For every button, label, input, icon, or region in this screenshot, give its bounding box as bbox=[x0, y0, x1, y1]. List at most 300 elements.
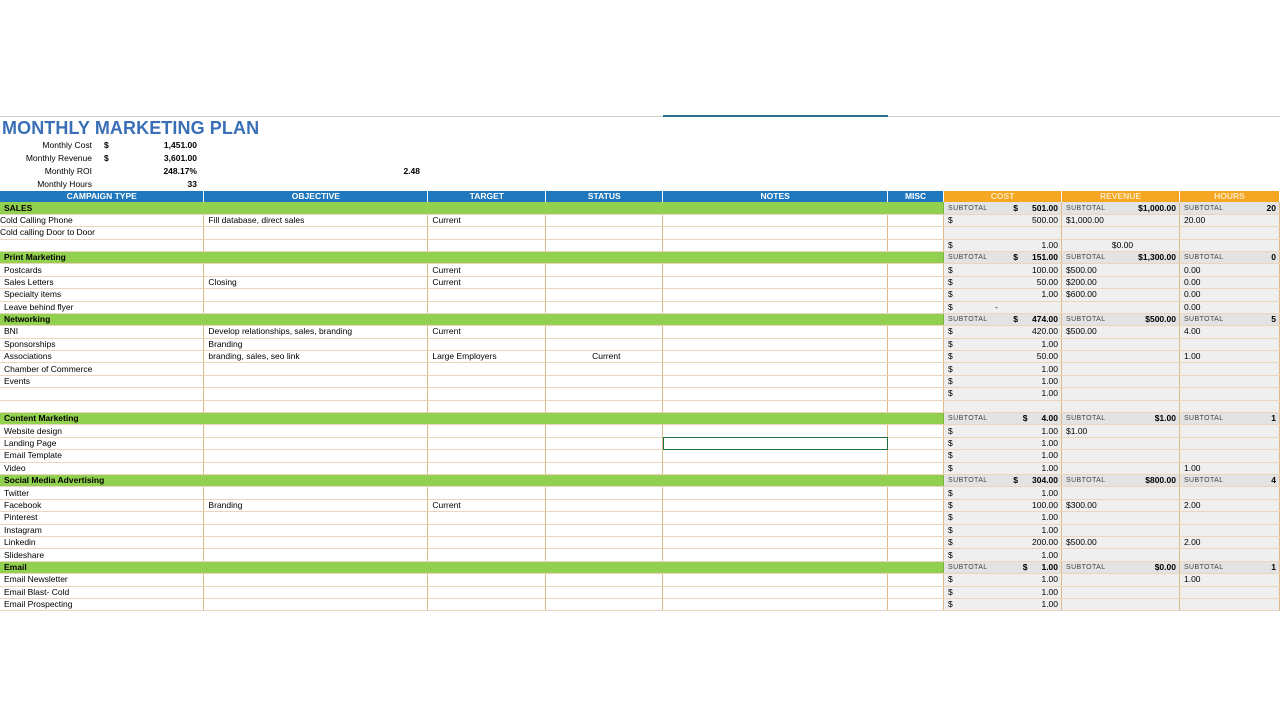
objective-cell[interactable]: Branding bbox=[204, 499, 428, 511]
status-cell[interactable] bbox=[546, 326, 663, 338]
summary-extra-value[interactable]: 2.48 bbox=[403, 166, 420, 176]
summary-value[interactable]: 33 bbox=[187, 179, 197, 189]
misc-cell[interactable] bbox=[888, 351, 944, 363]
notes-cell[interactable] bbox=[663, 326, 888, 338]
campaign-name-cell[interactable] bbox=[0, 239, 204, 251]
objective-cell[interactable] bbox=[204, 400, 428, 412]
objective-cell[interactable] bbox=[204, 512, 428, 524]
revenue-cell[interactable]: $500.00 bbox=[1062, 264, 1180, 276]
objective-cell[interactable] bbox=[204, 375, 428, 387]
misc-cell[interactable] bbox=[888, 264, 944, 276]
status-cell[interactable] bbox=[546, 574, 663, 586]
campaign-name-cell[interactable]: Email Prospecting bbox=[0, 598, 204, 610]
misc-cell[interactable] bbox=[888, 437, 944, 449]
revenue-cell[interactable] bbox=[1062, 524, 1180, 536]
misc-cell[interactable] bbox=[888, 239, 944, 251]
campaign-name-cell[interactable]: Cold calling Door to Door bbox=[0, 227, 204, 239]
objective-cell[interactable]: Closing bbox=[204, 276, 428, 288]
campaign-name-cell[interactable] bbox=[0, 400, 204, 412]
header-misc[interactable]: MISC bbox=[888, 191, 944, 202]
misc-cell[interactable] bbox=[888, 586, 944, 598]
target-cell[interactable] bbox=[428, 363, 546, 375]
notes-cell[interactable] bbox=[663, 574, 888, 586]
campaign-name-cell[interactable]: Sponsorships bbox=[0, 338, 204, 350]
misc-cell[interactable] bbox=[888, 487, 944, 499]
status-cell[interactable] bbox=[546, 450, 663, 462]
target-cell[interactable] bbox=[428, 586, 546, 598]
hours-cell[interactable] bbox=[1179, 437, 1279, 449]
hours-cell[interactable] bbox=[1179, 598, 1279, 610]
objective-cell[interactable] bbox=[204, 549, 428, 561]
hours-cell[interactable] bbox=[1179, 450, 1279, 462]
campaign-name-cell[interactable]: Linkedin bbox=[0, 536, 204, 548]
status-cell[interactable] bbox=[546, 425, 663, 437]
notes-cell[interactable] bbox=[663, 425, 888, 437]
status-cell[interactable]: Current bbox=[546, 351, 663, 363]
category-status-cell[interactable] bbox=[546, 474, 663, 486]
misc-cell[interactable] bbox=[888, 574, 944, 586]
status-cell[interactable] bbox=[546, 586, 663, 598]
misc-cell[interactable] bbox=[888, 512, 944, 524]
category-notes-cell[interactable] bbox=[663, 561, 888, 573]
revenue-subtotal-cell[interactable] bbox=[1062, 474, 1180, 486]
cost-cell[interactable] bbox=[944, 301, 1062, 313]
campaign-name-cell[interactable]: Leave behind flyer bbox=[0, 301, 204, 313]
hours-cell[interactable] bbox=[1179, 586, 1279, 598]
header-target[interactable]: TARGET bbox=[428, 191, 546, 202]
hours-cell[interactable]: 1.00 bbox=[1179, 351, 1279, 363]
objective-cell[interactable] bbox=[204, 289, 428, 301]
status-cell[interactable] bbox=[546, 400, 663, 412]
revenue-cell[interactable] bbox=[1062, 227, 1180, 239]
header-objective[interactable]: OBJECTIVE bbox=[204, 191, 428, 202]
notes-cell[interactable] bbox=[663, 499, 888, 511]
header-hours[interactable]: HOURS bbox=[1179, 191, 1279, 202]
revenue-cell[interactable]: $1.00 bbox=[1062, 425, 1180, 437]
cost-cell[interactable] bbox=[944, 586, 1062, 598]
category-target-cell[interactable] bbox=[428, 561, 546, 573]
target-cell[interactable]: Current bbox=[428, 326, 546, 338]
misc-cell[interactable] bbox=[888, 425, 944, 437]
misc-cell[interactable] bbox=[888, 214, 944, 226]
target-cell[interactable] bbox=[428, 400, 546, 412]
objective-cell[interactable] bbox=[204, 574, 428, 586]
category-status-cell[interactable] bbox=[546, 202, 663, 214]
header-cost[interactable]: COST bbox=[944, 191, 1062, 202]
revenue-cell[interactable] bbox=[1062, 462, 1180, 474]
hours-subtotal-cell[interactable] bbox=[1179, 251, 1279, 263]
cost-subtotal-cell[interactable] bbox=[944, 561, 1062, 573]
cost-cell[interactable] bbox=[944, 351, 1062, 363]
revenue-cell[interactable] bbox=[1062, 375, 1180, 387]
cost-cell[interactable] bbox=[944, 239, 1062, 251]
objective-cell[interactable] bbox=[204, 450, 428, 462]
cost-subtotal-cell[interactable] bbox=[944, 474, 1062, 486]
notes-cell[interactable] bbox=[663, 301, 888, 313]
revenue-subtotal-cell[interactable] bbox=[1062, 561, 1180, 573]
cost-cell[interactable] bbox=[944, 276, 1062, 288]
cost-subtotal-cell[interactable] bbox=[944, 313, 1062, 325]
category-target-cell[interactable] bbox=[428, 474, 546, 486]
campaign-name-cell[interactable]: Slideshare bbox=[0, 549, 204, 561]
category-objective-cell[interactable] bbox=[204, 474, 428, 486]
status-cell[interactable] bbox=[546, 512, 663, 524]
revenue-cell[interactable] bbox=[1062, 450, 1180, 462]
cost-cell[interactable] bbox=[944, 598, 1062, 610]
category-objective-cell[interactable] bbox=[204, 561, 428, 573]
category-misc-cell[interactable] bbox=[888, 413, 944, 425]
hours-cell[interactable] bbox=[1179, 239, 1279, 251]
cost-subtotal-cell[interactable] bbox=[944, 251, 1062, 263]
hours-cell[interactable]: 0.00 bbox=[1179, 289, 1279, 301]
hours-cell[interactable]: 0.00 bbox=[1179, 264, 1279, 276]
category-name[interactable]: Content Marketing bbox=[0, 413, 204, 425]
target-cell[interactable]: Current bbox=[428, 264, 546, 276]
hours-cell[interactable] bbox=[1179, 388, 1279, 400]
notes-cell[interactable] bbox=[663, 524, 888, 536]
campaign-name-cell[interactable]: Email Blast- Cold bbox=[0, 586, 204, 598]
hours-subtotal-cell[interactable] bbox=[1179, 561, 1279, 573]
category-status-cell[interactable] bbox=[546, 313, 663, 325]
status-cell[interactable] bbox=[546, 536, 663, 548]
campaign-name-cell[interactable]: BNI bbox=[0, 326, 204, 338]
category-target-cell[interactable] bbox=[428, 413, 546, 425]
category-status-cell[interactable] bbox=[546, 251, 663, 263]
target-cell[interactable]: Current bbox=[428, 214, 546, 226]
notes-cell[interactable] bbox=[663, 450, 888, 462]
notes-cell[interactable] bbox=[663, 549, 888, 561]
cost-cell[interactable] bbox=[944, 524, 1062, 536]
cost-cell[interactable] bbox=[944, 214, 1062, 226]
notes-cell[interactable] bbox=[663, 512, 888, 524]
status-cell[interactable] bbox=[546, 264, 663, 276]
campaign-name-cell[interactable]: Landing Page bbox=[0, 437, 204, 449]
notes-cell[interactable] bbox=[663, 338, 888, 350]
header-status[interactable]: STATUS bbox=[546, 191, 663, 202]
hours-cell[interactable]: 0.00 bbox=[1179, 276, 1279, 288]
cost-cell[interactable] bbox=[944, 462, 1062, 474]
campaign-name-cell[interactable]: Twitter bbox=[0, 487, 204, 499]
category-objective-cell[interactable] bbox=[204, 313, 428, 325]
category-objective-cell[interactable] bbox=[204, 202, 428, 214]
status-cell[interactable] bbox=[546, 227, 663, 239]
category-status-cell[interactable] bbox=[546, 561, 663, 573]
status-cell[interactable] bbox=[546, 598, 663, 610]
notes-cell[interactable] bbox=[663, 227, 888, 239]
hours-cell[interactable]: 1.00 bbox=[1179, 574, 1279, 586]
campaign-name-cell[interactable]: Facebook bbox=[0, 499, 204, 511]
category-target-cell[interactable] bbox=[428, 202, 546, 214]
misc-cell[interactable] bbox=[888, 549, 944, 561]
misc-cell[interactable] bbox=[888, 363, 944, 375]
revenue-cell[interactable] bbox=[1062, 574, 1180, 586]
notes-cell[interactable] bbox=[663, 363, 888, 375]
status-cell[interactable] bbox=[546, 487, 663, 499]
objective-cell[interactable] bbox=[204, 425, 428, 437]
cost-cell[interactable] bbox=[944, 450, 1062, 462]
objective-cell[interactable] bbox=[204, 524, 428, 536]
cost-cell[interactable] bbox=[944, 400, 1062, 412]
hours-cell[interactable] bbox=[1179, 512, 1279, 524]
target-cell[interactable] bbox=[428, 462, 546, 474]
revenue-cell[interactable] bbox=[1062, 400, 1180, 412]
revenue-cell[interactable]: $0.00 bbox=[1062, 239, 1180, 251]
revenue-cell[interactable] bbox=[1062, 388, 1180, 400]
misc-cell[interactable] bbox=[888, 536, 944, 548]
cost-cell[interactable] bbox=[944, 574, 1062, 586]
category-name[interactable]: Print Marketing bbox=[0, 251, 204, 263]
notes-cell[interactable] bbox=[663, 276, 888, 288]
objective-cell[interactable] bbox=[204, 239, 428, 251]
summary-value[interactable]: 248.17% bbox=[163, 166, 197, 176]
target-cell[interactable] bbox=[428, 536, 546, 548]
header-revenue[interactable]: REVENUE bbox=[1062, 191, 1180, 202]
misc-cell[interactable] bbox=[888, 400, 944, 412]
misc-cell[interactable] bbox=[888, 301, 944, 313]
campaign-name-cell[interactable]: Instagram bbox=[0, 524, 204, 536]
cost-cell[interactable] bbox=[944, 375, 1062, 387]
revenue-subtotal-cell[interactable] bbox=[1062, 202, 1180, 214]
target-cell[interactable] bbox=[428, 388, 546, 400]
revenue-cell[interactable] bbox=[1062, 301, 1180, 313]
hours-cell[interactable] bbox=[1179, 338, 1279, 350]
objective-cell[interactable]: Fill database, direct sales bbox=[204, 214, 428, 226]
hours-cell[interactable]: 4.00 bbox=[1179, 326, 1279, 338]
hours-cell[interactable]: 1.00 bbox=[1179, 462, 1279, 474]
misc-cell[interactable] bbox=[888, 598, 944, 610]
status-cell[interactable] bbox=[546, 363, 663, 375]
target-cell[interactable] bbox=[428, 301, 546, 313]
category-notes-cell[interactable] bbox=[663, 313, 888, 325]
objective-cell[interactable] bbox=[204, 264, 428, 276]
revenue-cell[interactable] bbox=[1062, 598, 1180, 610]
category-notes-cell[interactable] bbox=[663, 413, 888, 425]
status-cell[interactable] bbox=[546, 524, 663, 536]
cost-cell[interactable] bbox=[944, 338, 1062, 350]
campaign-name-cell[interactable]: Specialty items bbox=[0, 289, 204, 301]
objective-cell[interactable] bbox=[204, 363, 428, 375]
campaign-name-cell[interactable]: Website design bbox=[0, 425, 204, 437]
revenue-cell[interactable]: $1,000.00 bbox=[1062, 214, 1180, 226]
objective-cell[interactable] bbox=[204, 598, 428, 610]
category-name[interactable]: Social Media Advertising bbox=[0, 474, 204, 486]
category-objective-cell[interactable] bbox=[204, 251, 428, 263]
cost-cell[interactable] bbox=[944, 388, 1062, 400]
status-cell[interactable] bbox=[546, 338, 663, 350]
revenue-cell[interactable] bbox=[1062, 437, 1180, 449]
category-misc-cell[interactable] bbox=[888, 251, 944, 263]
notes-cell[interactable] bbox=[663, 239, 888, 251]
cost-subtotal-cell[interactable] bbox=[944, 413, 1062, 425]
cost-cell[interactable] bbox=[944, 487, 1062, 499]
target-cell[interactable] bbox=[428, 574, 546, 586]
revenue-cell[interactable] bbox=[1062, 363, 1180, 375]
target-cell[interactable]: Large Employers bbox=[428, 351, 546, 363]
hours-cell[interactable] bbox=[1179, 425, 1279, 437]
hours-cell[interactable] bbox=[1179, 227, 1279, 239]
notes-cell[interactable] bbox=[663, 375, 888, 387]
category-target-cell[interactable] bbox=[428, 313, 546, 325]
target-cell[interactable] bbox=[428, 524, 546, 536]
target-cell[interactable] bbox=[428, 437, 546, 449]
target-cell[interactable] bbox=[428, 512, 546, 524]
cost-cell[interactable] bbox=[944, 437, 1062, 449]
category-name[interactable]: SALES bbox=[0, 202, 204, 214]
objective-cell[interactable]: Develop relationships, sales, branding bbox=[204, 326, 428, 338]
category-misc-cell[interactable] bbox=[888, 202, 944, 214]
hours-cell[interactable] bbox=[1179, 375, 1279, 387]
category-misc-cell[interactable] bbox=[888, 313, 944, 325]
hours-subtotal-cell[interactable] bbox=[1179, 413, 1279, 425]
category-notes-cell[interactable] bbox=[663, 474, 888, 486]
objective-cell[interactable]: branding, sales, seo link bbox=[204, 351, 428, 363]
notes-cell[interactable] bbox=[663, 487, 888, 499]
summary-value[interactable]: 3,601.00 bbox=[163, 153, 197, 163]
status-cell[interactable] bbox=[546, 375, 663, 387]
notes-cell[interactable] bbox=[663, 586, 888, 598]
target-cell[interactable] bbox=[428, 425, 546, 437]
notes-cell[interactable] bbox=[663, 462, 888, 474]
target-cell[interactable] bbox=[428, 450, 546, 462]
target-cell[interactable] bbox=[428, 375, 546, 387]
target-cell[interactable] bbox=[428, 487, 546, 499]
cost-cell[interactable] bbox=[944, 536, 1062, 548]
summary-value[interactable]: 1,451.00 bbox=[163, 140, 197, 150]
category-status-cell[interactable] bbox=[546, 413, 663, 425]
objective-cell[interactable] bbox=[204, 536, 428, 548]
status-cell[interactable] bbox=[546, 462, 663, 474]
target-cell[interactable] bbox=[428, 338, 546, 350]
revenue-cell[interactable] bbox=[1062, 512, 1180, 524]
status-cell[interactable] bbox=[546, 549, 663, 561]
notes-cell[interactable] bbox=[663, 289, 888, 301]
category-notes-cell[interactable] bbox=[663, 202, 888, 214]
target-cell[interactable] bbox=[428, 549, 546, 561]
campaign-name-cell[interactable]: Pinterest bbox=[0, 512, 204, 524]
notes-cell[interactable] bbox=[663, 264, 888, 276]
notes-cell[interactable] bbox=[663, 400, 888, 412]
cost-cell[interactable] bbox=[944, 549, 1062, 561]
target-cell[interactable] bbox=[428, 598, 546, 610]
target-cell[interactable] bbox=[428, 239, 546, 251]
campaign-name-cell[interactable]: Events bbox=[0, 375, 204, 387]
notes-cell[interactable] bbox=[663, 598, 888, 610]
target-cell[interactable]: Current bbox=[428, 276, 546, 288]
cost-cell[interactable] bbox=[944, 326, 1062, 338]
campaign-name-cell[interactable]: Cold Calling Phone bbox=[0, 214, 204, 226]
revenue-cell[interactable] bbox=[1062, 351, 1180, 363]
misc-cell[interactable] bbox=[888, 462, 944, 474]
campaign-name-cell[interactable]: Email Template bbox=[0, 450, 204, 462]
status-cell[interactable] bbox=[546, 437, 663, 449]
campaign-name-cell[interactable] bbox=[0, 388, 204, 400]
objective-cell[interactable] bbox=[204, 462, 428, 474]
status-cell[interactable] bbox=[546, 301, 663, 313]
campaign-name-cell[interactable]: Email Newsletter bbox=[0, 574, 204, 586]
status-cell[interactable] bbox=[546, 499, 663, 511]
hours-cell[interactable]: 2.00 bbox=[1179, 536, 1279, 548]
revenue-cell[interactable]: $500.00 bbox=[1062, 326, 1180, 338]
target-cell[interactable]: Current bbox=[428, 499, 546, 511]
revenue-subtotal-cell[interactable] bbox=[1062, 413, 1180, 425]
objective-cell[interactable] bbox=[204, 301, 428, 313]
misc-cell[interactable] bbox=[888, 375, 944, 387]
hours-cell[interactable]: 20.00 bbox=[1179, 214, 1279, 226]
objective-cell[interactable]: Branding bbox=[204, 338, 428, 350]
revenue-cell[interactable]: $600.00 bbox=[1062, 289, 1180, 301]
hours-cell[interactable] bbox=[1179, 363, 1279, 375]
cost-cell[interactable] bbox=[944, 363, 1062, 375]
status-cell[interactable] bbox=[546, 289, 663, 301]
category-misc-cell[interactable] bbox=[888, 474, 944, 486]
hours-subtotal-cell[interactable] bbox=[1179, 313, 1279, 325]
hours-cell[interactable] bbox=[1179, 487, 1279, 499]
cost-cell[interactable] bbox=[944, 264, 1062, 276]
target-cell[interactable] bbox=[428, 227, 546, 239]
hours-subtotal-cell[interactable] bbox=[1179, 474, 1279, 486]
misc-cell[interactable] bbox=[888, 499, 944, 511]
category-name[interactable]: Email bbox=[0, 561, 204, 573]
header-campaign-type[interactable]: CAMPAIGN TYPE bbox=[0, 191, 204, 202]
revenue-cell[interactable] bbox=[1062, 549, 1180, 561]
campaign-name-cell[interactable]: Postcards bbox=[0, 264, 204, 276]
cost-cell[interactable] bbox=[944, 227, 1062, 239]
objective-cell[interactable] bbox=[204, 487, 428, 499]
hours-cell[interactable] bbox=[1179, 400, 1279, 412]
header-notes[interactable]: NOTES bbox=[663, 191, 888, 202]
campaign-name-cell[interactable]: Video bbox=[0, 462, 204, 474]
category-objective-cell[interactable] bbox=[204, 413, 428, 425]
revenue-cell[interactable]: $300.00 bbox=[1062, 499, 1180, 511]
cost-cell[interactable] bbox=[944, 499, 1062, 511]
misc-cell[interactable] bbox=[888, 276, 944, 288]
objective-cell[interactable] bbox=[204, 437, 428, 449]
status-cell[interactable] bbox=[546, 276, 663, 288]
revenue-cell[interactable] bbox=[1062, 586, 1180, 598]
misc-cell[interactable] bbox=[888, 524, 944, 536]
notes-cell[interactable] bbox=[663, 437, 888, 449]
misc-cell[interactable] bbox=[888, 289, 944, 301]
cost-cell[interactable] bbox=[944, 289, 1062, 301]
category-notes-cell[interactable] bbox=[663, 251, 888, 263]
misc-cell[interactable] bbox=[888, 338, 944, 350]
cost-subtotal-cell[interactable] bbox=[944, 202, 1062, 214]
hours-cell[interactable]: 2.00 bbox=[1179, 499, 1279, 511]
hours-cell[interactable] bbox=[1179, 524, 1279, 536]
campaign-name-cell[interactable]: Sales Letters bbox=[0, 276, 204, 288]
notes-cell[interactable] bbox=[663, 351, 888, 363]
hours-cell[interactable] bbox=[1179, 549, 1279, 561]
status-cell[interactable] bbox=[546, 214, 663, 226]
category-target-cell[interactable] bbox=[428, 251, 546, 263]
hours-subtotal-cell[interactable] bbox=[1179, 202, 1279, 214]
status-cell[interactable] bbox=[546, 388, 663, 400]
misc-cell[interactable] bbox=[888, 326, 944, 338]
campaign-name-cell[interactable]: Chamber of Commerce bbox=[0, 363, 204, 375]
revenue-cell[interactable] bbox=[1062, 487, 1180, 499]
objective-cell[interactable] bbox=[204, 586, 428, 598]
cost-cell[interactable] bbox=[944, 425, 1062, 437]
revenue-subtotal-cell[interactable] bbox=[1062, 251, 1180, 263]
revenue-cell[interactable] bbox=[1062, 338, 1180, 350]
hours-cell[interactable]: 0.00 bbox=[1179, 301, 1279, 313]
notes-cell[interactable] bbox=[663, 536, 888, 548]
category-misc-cell[interactable] bbox=[888, 561, 944, 573]
misc-cell[interactable] bbox=[888, 227, 944, 239]
notes-cell[interactable] bbox=[663, 388, 888, 400]
revenue-cell[interactable]: $200.00 bbox=[1062, 276, 1180, 288]
campaign-name-cell[interactable]: Associations bbox=[0, 351, 204, 363]
